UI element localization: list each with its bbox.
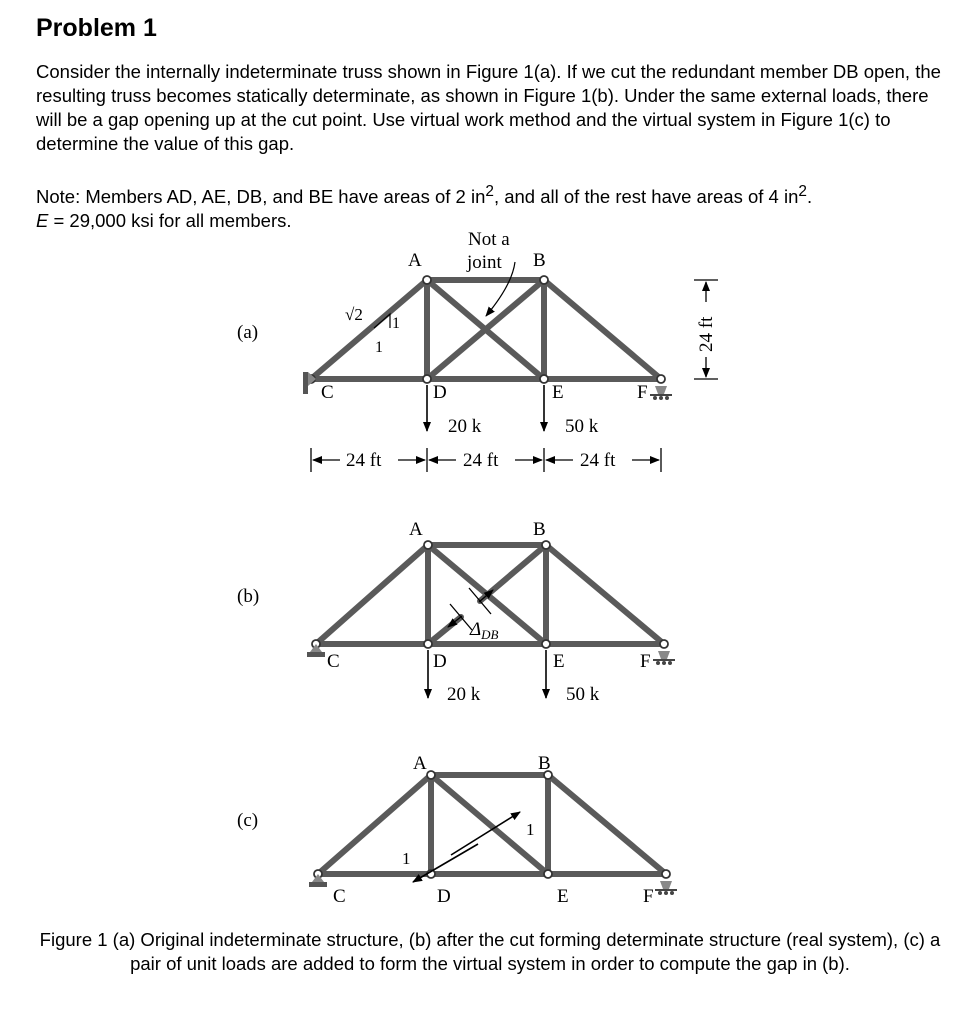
dim-span2: 24 ft xyxy=(463,450,499,471)
roller-support-f-a xyxy=(650,386,672,400)
problem-statement: Consider the internally indeterminate truss shown in Figure 1(a). If we cut the redundant member DB open, the resulting truss becomes statically determinate, as shown in Figure 1(b). Under the same external loads, there will be a gap opening up at the cut point. Use virtual work method and the virtual system in Figure 1(c) to determine the value of this gap. xyxy=(36,61,941,154)
member-ca-a xyxy=(311,280,427,379)
figure-caption: Figure 1 (a) Original indeterminate structure, (b) after the cut forming determinate structure (real system), (c) a pair of unit loads are added to form the virtual system in order to compute the gap in (b). xyxy=(39,929,941,974)
node-label-d: D xyxy=(433,382,447,403)
load-label-d: 20 k xyxy=(448,416,482,437)
problem-title: Problem 1 xyxy=(36,14,157,42)
annotation-not-a: Not a xyxy=(468,229,510,250)
slope-vert: 1 xyxy=(392,315,400,332)
slope-hyp: √2 xyxy=(345,305,363,324)
panel-b xyxy=(237,519,675,705)
panel-label-b: (b) xyxy=(237,586,260,607)
panel-label-c: (c) xyxy=(237,810,259,831)
node-label-b: B xyxy=(533,250,546,271)
node-label-e-b: E xyxy=(553,651,565,672)
unit-load-label-2: 1 xyxy=(402,849,411,868)
roller-support-f-b xyxy=(653,651,675,665)
node-label-b-b: B xyxy=(533,519,546,540)
node-label-c-b: C xyxy=(327,651,340,672)
node-label-a-b: A xyxy=(409,519,423,540)
member-bf-c xyxy=(548,775,666,874)
slope-horiz: 1 xyxy=(375,339,383,356)
member-bf-b xyxy=(546,545,664,644)
load-label-d-b: 20 k xyxy=(447,684,481,705)
node-label-f-c: F xyxy=(643,886,654,907)
node-label-b-c: B xyxy=(538,753,551,774)
gap-label: $\Delta_{DB}$ xyxy=(470,619,499,642)
node-label-c-c: C xyxy=(333,886,346,907)
node-label-d-c: D xyxy=(437,886,451,907)
truss-members-a xyxy=(311,280,661,379)
panel-a xyxy=(237,229,718,472)
node-label-f-b: F xyxy=(640,651,651,672)
load-label-e-b: 50 k xyxy=(566,684,600,705)
node-label-d-b: D xyxy=(433,651,447,672)
node-label-e: E xyxy=(552,382,564,403)
load-label-e: 50 k xyxy=(565,416,599,437)
node-label-e-c: E xyxy=(557,886,569,907)
member-bf-a xyxy=(544,280,661,379)
roller-support-f-c xyxy=(655,881,677,895)
problem-note: Note: Members AD, AE, DB, and BE have areas of 2 $in^2$, and all of the rest have areas of 4 $in^2$. E = 29,000 ksi for all members. xyxy=(36,183,813,232)
node-label-a: A xyxy=(408,250,422,271)
panel-label-a: (a) xyxy=(237,322,259,343)
node-label-a-c: A xyxy=(413,753,427,774)
unit-load-label-1: 1 xyxy=(526,820,535,839)
truss-members-c xyxy=(318,775,666,874)
node-label-c: C xyxy=(321,382,334,403)
node-label-f: F xyxy=(637,382,648,403)
dim-height: 24 ft xyxy=(696,316,717,352)
panel-c xyxy=(237,753,677,907)
member-ca-b xyxy=(316,545,428,644)
dim-span3: 24 ft xyxy=(580,450,616,471)
dim-span1: 24 ft xyxy=(346,450,382,471)
annotation-joint: joint xyxy=(467,252,502,273)
member-ca-c xyxy=(318,775,431,874)
